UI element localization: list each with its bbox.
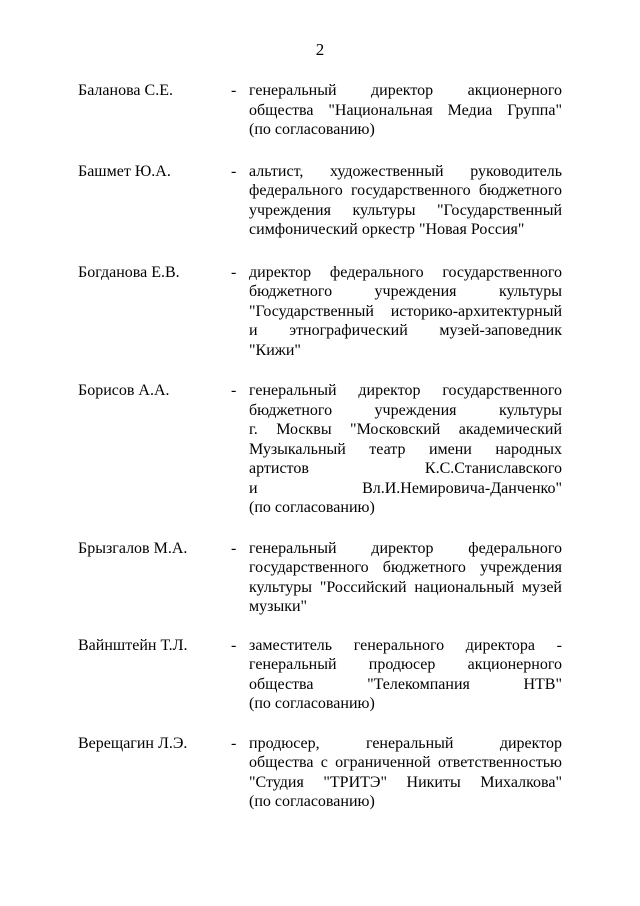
- member-role: [249, 381, 562, 518]
- role-line: генеральный директор акционерного: [249, 82, 562, 99]
- list-item: [78, 636, 564, 714]
- role-line: (по согласованию): [249, 121, 375, 138]
- role-line: (по согласованию): [249, 695, 375, 712]
- dash-separator: -: [231, 82, 237, 99]
- role-line: генеральный директор федерального: [249, 539, 562, 557]
- member-name: Вайнштейн Т.Л.: [78, 636, 188, 654]
- role-line: г. Москвы "Московский академический: [249, 421, 562, 438]
- member-name: Верещагин Л.Э.: [78, 734, 188, 752]
- member-name: Башмет Ю.А.: [78, 162, 171, 180]
- member-role: [249, 263, 562, 361]
- role-line: "Студия "ТРИТЭ" Никиты Михалкова": [249, 773, 562, 791]
- member-role: [249, 162, 562, 240]
- role-line: общества "Телекомпания НТВ": [249, 675, 562, 693]
- dash-separator: -: [231, 734, 237, 752]
- member-role: [249, 81, 562, 140]
- role-line: заместитель генерального директора -: [249, 636, 562, 654]
- dash-separator: -: [231, 539, 237, 557]
- list-item: [78, 734, 564, 812]
- page-number: 2: [315, 40, 325, 59]
- role-line: (по согласованию): [249, 793, 375, 810]
- dash-separator: -: [231, 636, 237, 654]
- role-line: федерального государственного бюджетного: [249, 182, 562, 199]
- dash-separator: -: [231, 263, 237, 281]
- role-line: Музыкальный театр имени народных: [249, 440, 562, 458]
- member-name: Брызгалов М.А.: [78, 539, 188, 557]
- list-item: [78, 81, 564, 140]
- list-item: [78, 263, 564, 361]
- role-line: директор федерального государственного: [249, 263, 562, 281]
- member-name: Богданова Е.В.: [78, 263, 180, 281]
- dash-separator: -: [231, 382, 237, 399]
- member-name: Баланова С.Е.: [78, 82, 173, 99]
- role-line: симфонический оркестр "Новая Россия": [249, 221, 525, 238]
- role-line: (по согласованию): [249, 499, 375, 516]
- role-line: "Государственный историко-архитектурный: [249, 302, 562, 320]
- member-role: [249, 636, 562, 714]
- role-line: и этнографический музей-заповедник: [249, 322, 562, 339]
- role-line: альтист, художественный руководитель: [249, 162, 562, 180]
- role-line: общества "Национальная Медиа Группа": [249, 101, 562, 119]
- role-line: "Кижи": [249, 341, 301, 359]
- role-line: продюсер, генеральный директор: [249, 734, 562, 752]
- member-role: [249, 539, 562, 617]
- dash-separator: -: [231, 162, 237, 180]
- list-item: [78, 162, 564, 240]
- role-line: музыки": [249, 598, 308, 615]
- list-item: [78, 381, 564, 518]
- role-line: учреждения культуры "Государственный: [249, 201, 562, 219]
- role-line: генеральный продюсер акционерного: [249, 656, 562, 673]
- member-list: [78, 81, 564, 834]
- role-line: культуры "Российский национальный музей: [249, 578, 562, 596]
- role-line: и Вл.И.Немировича-Данченко": [249, 479, 562, 497]
- member-name: Борисов А.А.: [78, 382, 170, 399]
- list-item: [78, 539, 564, 617]
- role-line: бюджетного учреждения культуры: [249, 283, 562, 300]
- role-line: общества с ограниченной ответственностью: [249, 754, 562, 771]
- role-line: бюджетного учреждения культуры: [249, 401, 562, 419]
- role-line: государственного бюджетного учреждения: [249, 559, 562, 576]
- role-line: генеральный директор государственного: [249, 382, 562, 399]
- role-line: артистов К.С.Станиславского: [249, 460, 562, 477]
- member-role: [249, 734, 562, 812]
